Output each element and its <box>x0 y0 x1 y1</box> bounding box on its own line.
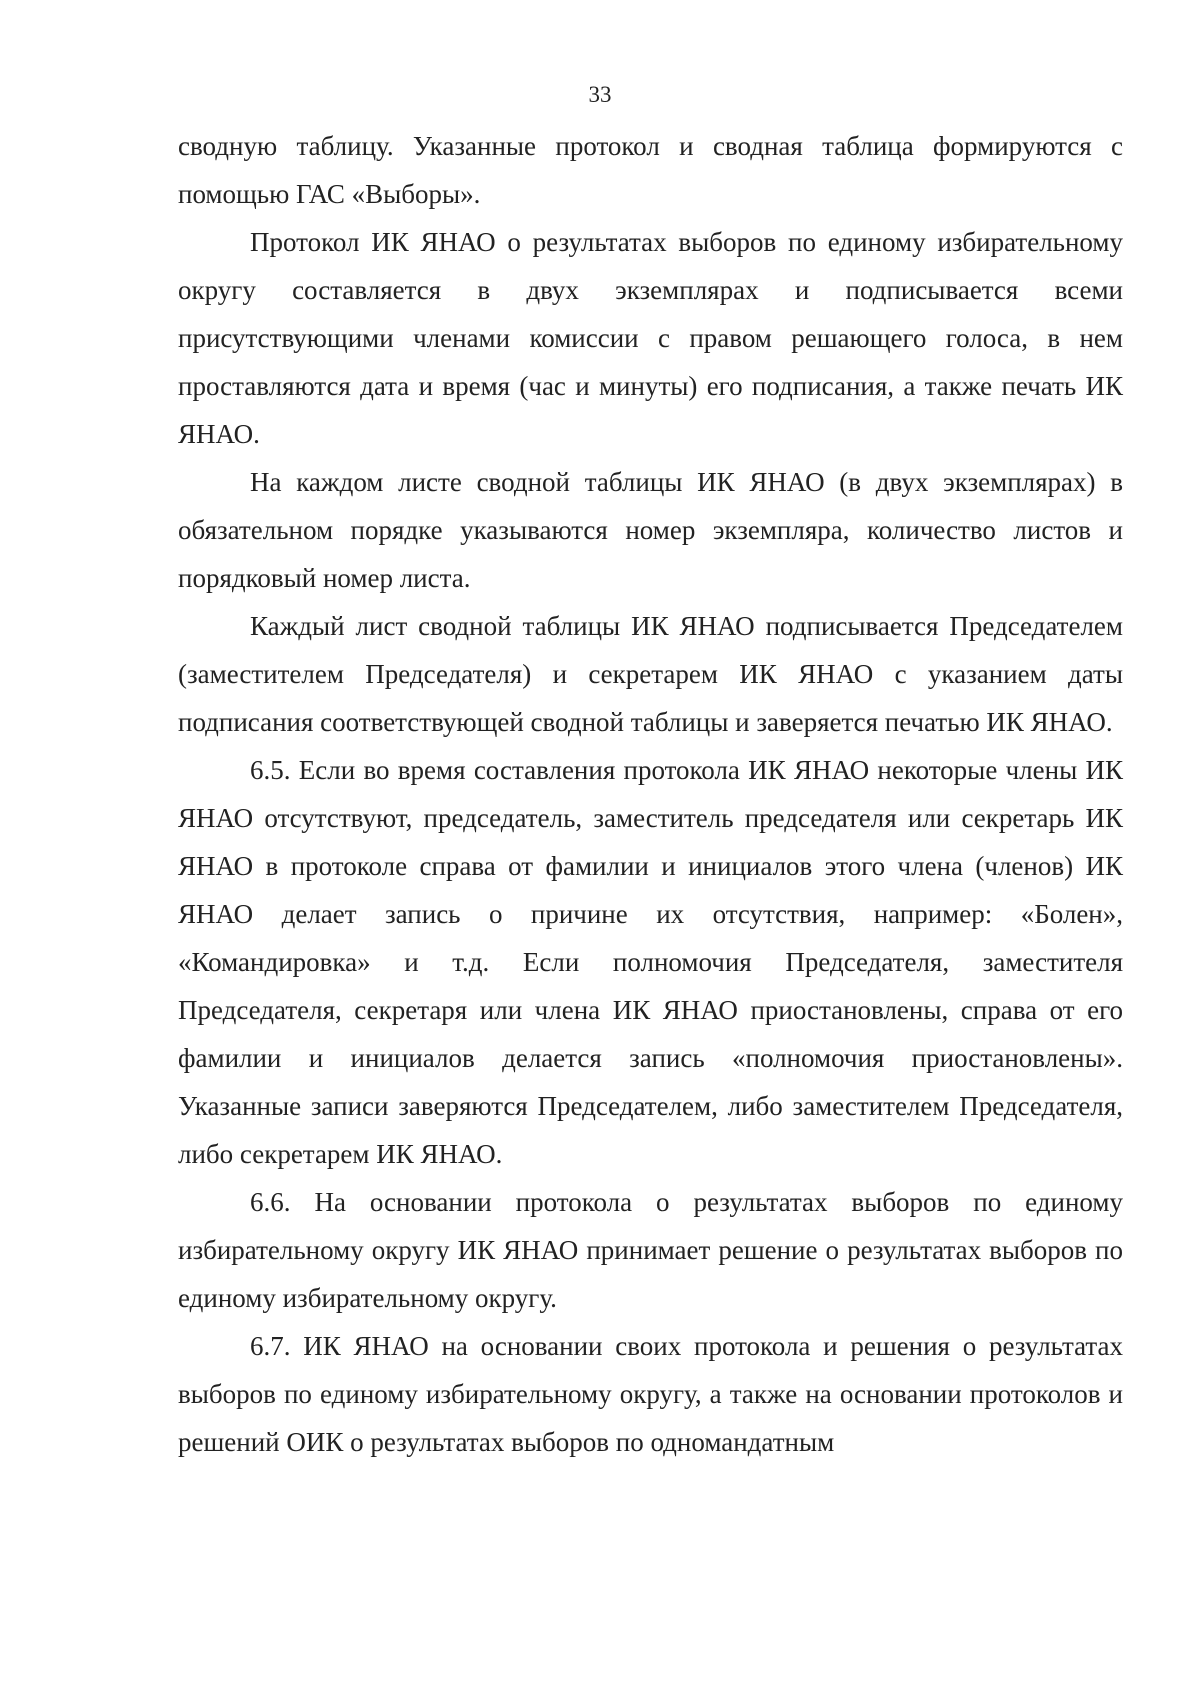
paragraph-sheet-signing: Каждый лист сводной таблицы ИК ЯНАО подписывается Председателем (заместителем Председателя) и секретарем ИК ЯНАО с указанием даты подписания соответствующей сводной таблицы и заверяется печатью ИК ЯНАО. <box>178 611 1123 737</box>
paragraph-6-5: 6.5. Если во время составления протокола ИК ЯНАО некоторые члены ИК ЯНАО отсутствуют, председатель, заместитель председателя или секретарь ИК ЯНАО в протоколе справа от фамилии и инициалов этого члена (членов) ИК ЯНАО делает запись о причине их отсутствия, например: «Болен», «Командировка» и т.д. Если полномочия Председателя, заместителя Председателя, секретаря или члена ИК ЯНАО приостановлены, справа от его фамилии и инициалов делается запись «полномочия приостановлены». Указанные записи заверяются Председателем, либо заместителем Председателя, либо секретарем ИК ЯНАО. <box>178 755 1123 1169</box>
paragraph-protocol-signing: Протокол ИК ЯНАО о результатах выборов по единому избирательному округу составляется в двух экземплярах и подписывается всеми присутствующими членами комиссии с правом решающего голоса, в нем проставляются дата и время (час и минуты) его подписания, а также печать ИК ЯНАО. <box>178 227 1123 449</box>
paragraph-continuation: сводную таблицу. Указанные протокол и сводная таблица формируются с помощью ГАС «Выборы». <box>178 131 1123 209</box>
paragraph-summary-table-sheets: На каждом листе сводной таблицы ИК ЯНАО (в двух экземплярах) в обязательном порядке указываются номер экземпляра, количество листов и порядковый номер листа. <box>178 467 1123 593</box>
paragraph-6-6: 6.6. На основании протокола о результатах выборов по единому избирательному округу ИК ЯНАО принимает решение о результатах выборов по единому избирательному округу. <box>178 1187 1123 1313</box>
page-number: 33 <box>588 82 612 107</box>
document-body <box>178 122 1123 1466</box>
paragraph-6-7: 6.7. ИК ЯНАО на основании своих протокола и решения о результатах выборов по единому избирательному округу, а также на основании протоколов и решений ОИК о результатах выборов по одномандатным <box>178 1331 1123 1457</box>
